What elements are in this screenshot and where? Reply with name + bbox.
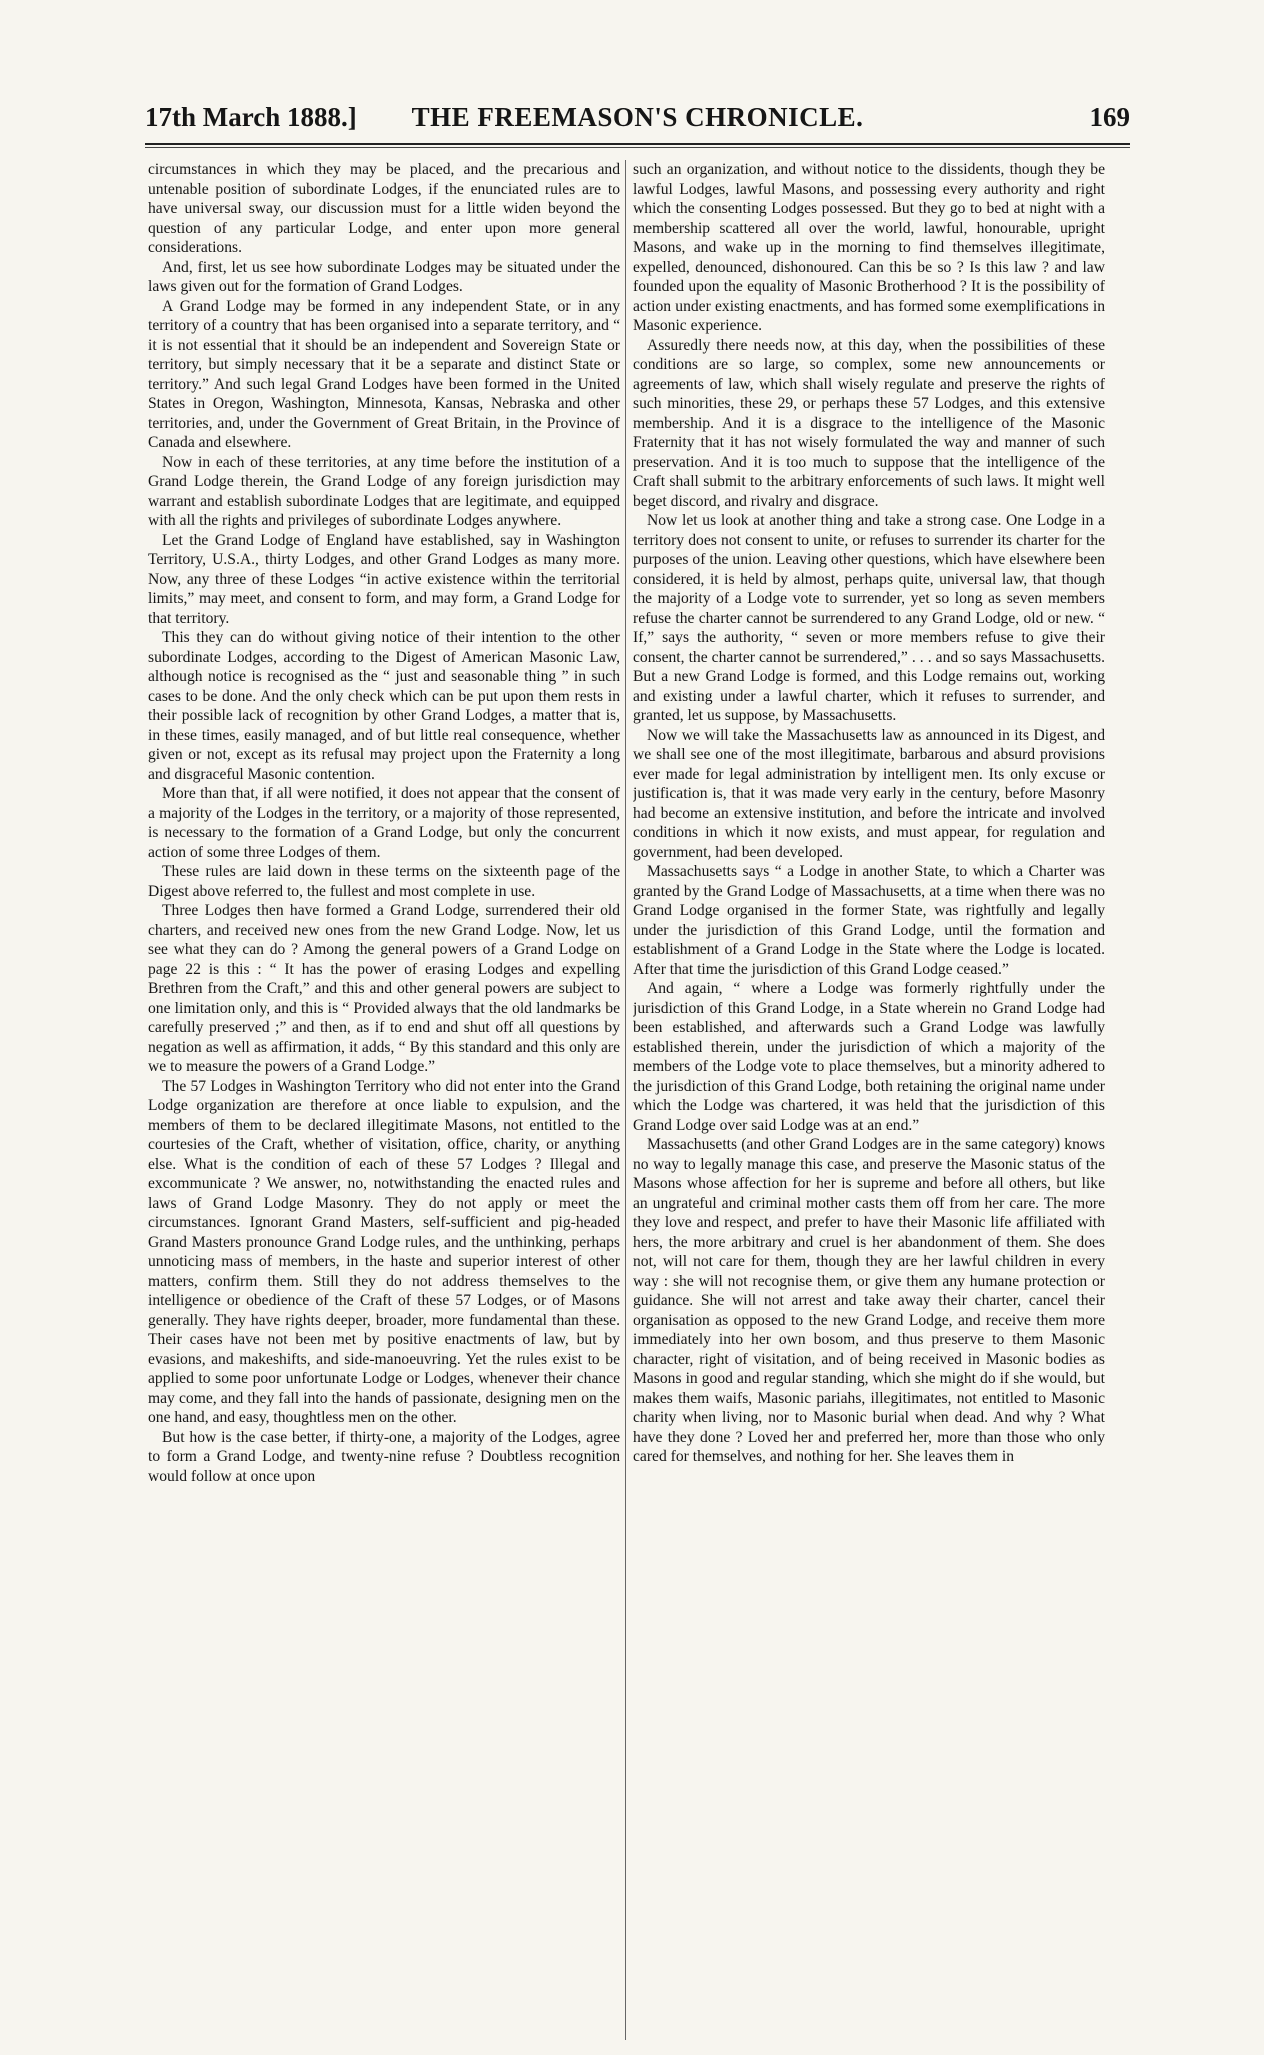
column-divider — [625, 160, 626, 2040]
masthead-rule-thin — [145, 147, 1130, 148]
paragraph: These rules are laid down in these terms on the sixteenth page of the Digest above referred to, the fullest and most complete in use. — [148, 863, 620, 900]
paragraph: Let the Grand Lodge of England have established, say in Washington Territory, U.S.A., thirty Lodges, and other Grand Lodges as many more. Now, any three of these Lodges “in active existence within the territorial limits,” may meet, and consent to form, and may form, a Grand Lodge for that territory. — [148, 531, 620, 627]
paragraph: More than that, if all were notified, it does not appear that the consent of a majority of the Lodges in the territory, or a majority of those represented, is necessary to the formation of a Grand Lodge, but only the concurrent action of some three Lodges of them. — [148, 785, 620, 861]
paragraph: Massachusetts (and other Grand Lodges are in the same category) knows no way to legally manage this case, and preserve the Masonic status of the Masons whose affection for her is supreme and before all others, but like an ungrateful and criminal mother casts them off from her care. The more they love and respect, and prefer to have their Masonic life affiliated with hers, the more arbitrary and cruel is her abandonment of them. She does not, will not care for them, though they are her lawful children in every way : she will not recognise them, or give them any humane protection or guidance. She will not arrest and take away their charter, cancel their organisation as opposed to the new Grand Lodge, and receive them more immediately into her own bosom, and thus preserve to them Masonic character, right of visitation, and of being received in Masonic bodies as Masons in good and regular standing, which she might do if she would, but makes them waifs, Masonic pariahs, illegitimates, not entitled to Masonic charity when living, nor to Masonic burial when dead. And why ? What have they done ? Loved her and preferred her, more than those who only cared for themselves, and nothing for her. She leaves them in — [633, 1136, 1105, 1465]
page-number: 169 — [1089, 102, 1130, 132]
paragraph: This they can do without giving notice of their intention to the other subordinate Lodges, according to the Digest of American Masonic Law, although notice is recognised as the “ just and seasonable thing ” in such cases to be done. And the only check which can be put upon them rests in their possible lack of recognition by other Grand Lodges, a matter that is, in these times, easily managed, and of but little real consequence, whether given or not, except as its refusal may project upon the Fraternity a long and disgraceful Masonic contention. — [148, 629, 620, 783]
paragraph: A Grand Lodge may be formed in any independent State, or in any territory of a country that has been organised into a separate territory, and “ it is not essential that it should be an independent and Sovereign State or territory, but simply necessary that it be a separate and distinct State or territory.” And such legal Grand Lodges have been formed in the United States in Oregon, Washington, Minnesota, Kansas, Nebraska and other territories, and, under the Government of Great Britain, in the Province of Canada and elsewhere. — [148, 297, 620, 451]
paragraph: Three Lodges then have formed a Grand Lodge, surrendered their old charters, and received new ones from the new Grand Lodge. Now, let us see what they can do ? Among the general powers of a Grand Lodge on page 22 is this : “ It has the power of erasing Lodges and expelling Brethren from the Craft,” and this and other general powers are subject to one limitation only, and this is “ Provided always that the old landmarks be carefully preserved ;” and then, as if to end and shut off all questions by negation as well as affirmation, it adds, “ By this standard and this only are we to measure the powers of a Grand Lodge.” — [148, 902, 620, 1075]
paragraph: Now we will take the Massachusetts law as announced in its Digest, and we shall see one of the most illegitimate, barbarous and absurd provisions ever made for legal administration by intelligent men. Its only excuse or justification is, that it was made very early in the century, before Masonry had become an extensive institution, and before the intricate and involved conditions in which it now exists, and must appear, for regulation and government, had been developed. — [633, 726, 1105, 861]
left-column — [148, 160, 620, 2040]
paragraph: such an organization, and without notice to the dissidents, though they be lawful Lodges, lawful Masons, and possessing every authority and right which the consenting Lodges possessed. But they go to bed at night with a membership scattered all over the world, lawful, honourable, upright Masons, and wake up in the morning to find themselves illegitimate, expelled, denounced, dishonoured. Can this be so ? Is this law ? and law founded upon the equality of Masonic Brotherhood ? It is the possibility of action under existing enactments, and has formed some exemplifications in Masonic experience. — [633, 161, 1105, 334]
paragraph: But how is the case better, if thirty-one, a majority of the Lodges, agree to form a Grand Lodge, and twenty-nine refuse ? Doubtless recognition would follow at once upon — [148, 1428, 620, 1485]
right-column — [633, 160, 1105, 2040]
masthead — [145, 98, 1130, 144]
paragraph: The 57 Lodges in Washington Territory who did not enter into the Grand Lodge organization are therefore at once liable to expulsion, and the members of them to be declared illegitimate Masons, not entitled to the courtesies of the Craft, whether of visitation, office, charity, or anything else. What is the condition of each of these 57 Lodges ? Illegal and excommunicate ? We answer, no, notwithstanding the enacted rules and laws of Grand Lodge Masonry. They do not apply or meet the circumstances. Ignorant Grand Masters, self-sufficient and pig-headed Grand Masters pronounce Grand Lodge rules, and the unthinking, perhaps unnoticing mass of members, in the haste and superior interest of other matters, confirm them. Still they do not address themselves to the intelligence or obedience of the Craft of these 57 Lodges, or of Masons generally. They have rights deeper, broader, more fundamental than these. Their cases have not been met by positive enactments of law, but by evasions, and makeshifts, and side-manoeuvring. Yet the rules exist to be applied to some poor unfortunate Lodge or Lodges, whenever their chance may come, and they fall into the hands of passionate, designing men on the one hand, and easy, thoughtless men on the other. — [148, 1077, 620, 1426]
paragraph: circumstances in which they may be placed, and the precarious and untenable position of subordinate Lodges, if the enunciated rules are to have universal sway, our discussion must for a little widen beyond the question of any particular Lodge, and enter upon more general considerations. — [148, 161, 620, 256]
issue-date: 17th March 1888.] — [145, 102, 357, 132]
paragraph: And, first, let us see how subordinate Lodges may be situated under the laws given out for the formation of Grand Lodges. — [148, 258, 620, 295]
paragraph: And again, “ where a Lodge was formerly rightfully under the jurisdiction of this Grand Lodge, in a State wherein no Grand Lodge had been established, and afterwards such a Grand Lodge was lawfully established therein, under the jurisdiction of which a majority of the members of the Lodge vote to place themselves, but a minority adhered to the jurisdiction of this Grand Lodge, both retaining the original name under which the Lodge was chartered, it was held that the jurisdiction of this Grand Lodge over said Lodge was at an end.” — [633, 980, 1105, 1134]
paragraph: Assuredly there needs now, at this day, when the possibilities of these conditions are so large, so complex, some new announcements or agreements of law, which shall wisely regulate and preserve the rights of such minorities, these 29, or perhaps these 57 Lodges, and this extensive membership. And it is a disgrace to the intelligence of the Masonic Fraternity that it has not wisely formulated the way and manner of such preservation. And it is too much to suppose that the intelligence of the Craft shall submit to the arbitrary enforcements of such laws. It might well beget discord, and rivalry and disgrace. — [633, 336, 1105, 510]
publication-title: THE FREEMASON'S CHRONICLE. — [411, 102, 864, 132]
masthead-rule — [145, 143, 1130, 145]
paragraph: Massachusetts says “ a Lodge in another State, to which a Charter was granted by the Grand Lodge of Massachusetts, at a time when there was no Grand Lodge organised in the former State, was rightfully and legally under the jurisdiction of this Grand Lodge, until the formation and establishment of a Grand Lodge in the State where the Lodge is located. After that time the jurisdiction of this Grand Lodge ceased.” — [633, 863, 1105, 978]
paragraph: Now in each of these territories, at any time before the institution of a Grand Lodge therein, the Grand Lodge of any foreign jurisdiction may warrant and establish subordinate Lodges that are legitimate, and equipped with all the rights and privileges of subordinate Lodges anywhere. — [148, 453, 620, 529]
paragraph: Now let us look at another thing and take a strong case. One Lodge in a territory does not consent to unite, or refuses to surrender its charter for the purposes of the union. Leaving other questions, which have elsewhere been considered, it is held by almost, perhaps quite, universal law, that though the majority of a Lodge vote to surrender, yet so long as seven members refuse the charter cannot be surrendered to any Grand Lodge, old or new. “ If,” says the authority, “ seven or more members refuse to give their consent, the charter cannot be surrendered,” . . . and so says Massachusetts. But a new Grand Lodge is formed, and this Lodge remains out, working and existing under a lawful charter, which it refuses to surrender, and granted, let us suppose, by Massachusetts. — [633, 512, 1105, 724]
